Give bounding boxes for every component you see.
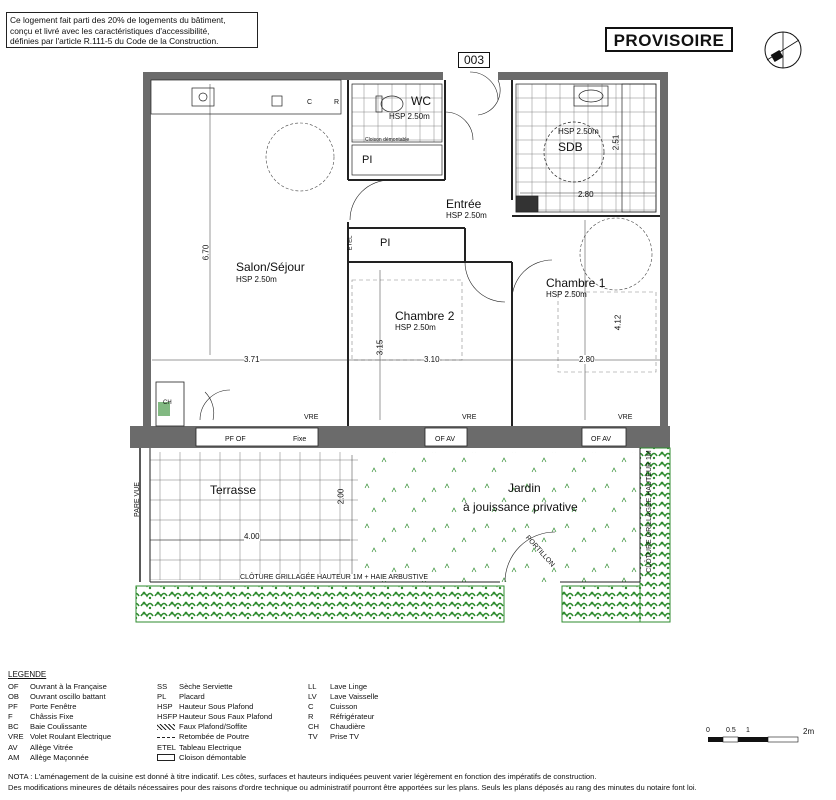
legend-item: CH Chaudière — [308, 722, 366, 732]
scale-tick: 2m — [803, 727, 815, 736]
vre-ch1: VRE — [618, 414, 633, 421]
scale-tick: 1 — [746, 727, 750, 734]
fence-bottom-label: CLÔTURE GRILLAGÉE HAUTEUR 1M + HAIE ARBUSTIVE — [240, 574, 429, 581]
fridge-label: R — [334, 99, 340, 106]
dim-salon-depth: 6.70 — [201, 244, 211, 261]
legend-item: C Cuisson — [308, 702, 358, 712]
legend-item: AM Allège Maçonnée — [8, 752, 89, 762]
legend-column-1 — [8, 682, 111, 763]
legend-item: ETEL Tableau Electrique — [157, 742, 242, 752]
dim-terrasse-width: 4.00 — [244, 532, 260, 541]
dashed-line-icon — [157, 737, 175, 738]
legend-item: TV Prise TV — [308, 732, 359, 742]
notice-line: conçu et livré avec les caractéristiques d'accessibilité, — [10, 25, 210, 36]
kitchen-counter — [151, 80, 341, 114]
room-wc: WC — [411, 94, 431, 108]
legend-item: Cloison démontable — [157, 753, 272, 763]
legend-title: LEGENDE — [8, 670, 47, 679]
legend-column-2 — [157, 682, 272, 763]
legend-item: SS Sèche Serviette — [157, 682, 233, 691]
legend-item: VRE Volet Roulant Electrique — [8, 732, 112, 742]
legend-item: OB Ouvrant oscillo battant — [8, 692, 106, 702]
jardin-sub-label: à jouissance privative — [463, 500, 578, 514]
status-stamp: PROVISOIRE — [605, 27, 733, 52]
dim-salon-width: 3.71 — [244, 355, 260, 364]
room-chambre2: Chambre 2 — [395, 309, 455, 323]
vre-salon: VRE — [304, 414, 319, 421]
legend-item: F Châssis Fixe — [8, 712, 74, 722]
terrace-tiles — [150, 452, 358, 580]
dim-sdb-width: 2.80 — [578, 190, 594, 199]
legend-item: R Réfrigérateur — [308, 712, 375, 722]
legend-item: Retombée de Poutre — [157, 732, 272, 742]
terrasse-label: Terrasse — [210, 483, 257, 497]
hatch-icon — [157, 724, 175, 730]
boiler-label: CH — [163, 400, 172, 406]
room-salon: Salon/Séjour — [236, 260, 305, 274]
partition-icon — [157, 754, 175, 761]
cloison-label: Cloison démontable — [365, 137, 410, 143]
dim-ch2-width: 3.10 — [424, 355, 440, 364]
legend-item: PL Placard — [157, 692, 205, 702]
unit-number: 003 — [458, 52, 490, 68]
scale-bar — [706, 727, 826, 749]
window-salon-fixe: Fixe — [293, 436, 307, 443]
jardin-label: Jardin — [508, 481, 541, 495]
dim-terrasse-depth: 2.00 — [336, 488, 346, 505]
room-wc-height: HSP 2.50m — [389, 112, 430, 121]
window-ch2: OF AV — [435, 436, 456, 443]
note-line: Des modifications mineures de détails nécessaires pour des raisons d'ordre technique ou administratif pourront être apportées sur les plans. Seuls les plans déposés au rang des minutes du notaire font loi. — [8, 783, 697, 792]
legend-item: Faux Plafond/Soffite — [157, 722, 272, 732]
legend-item: LV Lave Vaisselle — [308, 692, 379, 702]
notice-line: Ce logement fait parti des 20% de logements du bâtiment, — [10, 15, 226, 25]
placard-wc: PI — [362, 154, 373, 166]
legend-item: AV Allège Vitrée — [8, 742, 73, 752]
dim-sdb-depth: 2.51 — [611, 134, 621, 151]
scale-tick: 0.5 — [726, 727, 736, 734]
legend-item: HSFP Hauteur Sous Faux Plafond — [157, 712, 273, 722]
legend-item: BC Baie Coulissante — [8, 722, 87, 732]
hedge-bottom-left — [136, 586, 504, 622]
room-sdb: SDB — [558, 140, 583, 154]
dim-ch2-depth: 3.15 — [375, 339, 385, 356]
dim-ch1-depth: 4.12 — [613, 314, 623, 331]
legend-item: HSP Hauteur Sous Plafond — [157, 702, 254, 712]
placard-entree: PI — [380, 237, 391, 249]
room-entree: Entrée — [446, 197, 482, 211]
window-salon: PF OF — [225, 436, 246, 443]
vre-ch2: VRE — [462, 414, 477, 421]
cooking-label: C — [307, 99, 313, 106]
fence-right-label: CLÔTURE GRILLAGÉE HAUTEUR 1M — [645, 450, 653, 573]
window-ch1: OF AV — [591, 436, 612, 443]
disclaimer-note — [8, 771, 697, 793]
legend-column-3 — [308, 682, 378, 743]
room-sdb-height: HSP 2.50m — [558, 127, 599, 136]
dim-ch1-width: 2.80 — [579, 355, 595, 364]
room-chambre1-height: HSP 2.50m — [546, 290, 587, 299]
legend-item: OF Ouvrant à la Française — [8, 682, 107, 691]
room-chambre2-height: HSP 2.50m — [395, 323, 436, 332]
etel-label: ETEL — [347, 235, 354, 251]
pare-vue-label: PARE VUE — [133, 482, 141, 517]
scale-tick: 0 — [706, 727, 710, 734]
legend-item: PF Porte Fenêtre — [8, 702, 77, 712]
room-chambre1: Chambre 1 — [546, 276, 606, 290]
room-entree-height: HSP 2.50m — [446, 211, 487, 220]
notice-line: définies par l'article R.111-5 du Code de la Construction. — [10, 36, 219, 46]
room-salon-height: HSP 2.50m — [236, 275, 277, 284]
legend-item: LL Lave Linge — [308, 682, 368, 691]
portillon-label: PORTILLON — [523, 534, 556, 569]
note-line: NOTA : L'aménagement de la cuisine est donné à titre indicatif. Les côtes, surfaces et hauteurs indiquées peuvent varier légèrement en fonction des impératifs de construction. — [8, 772, 597, 781]
hedge-right — [640, 448, 670, 622]
